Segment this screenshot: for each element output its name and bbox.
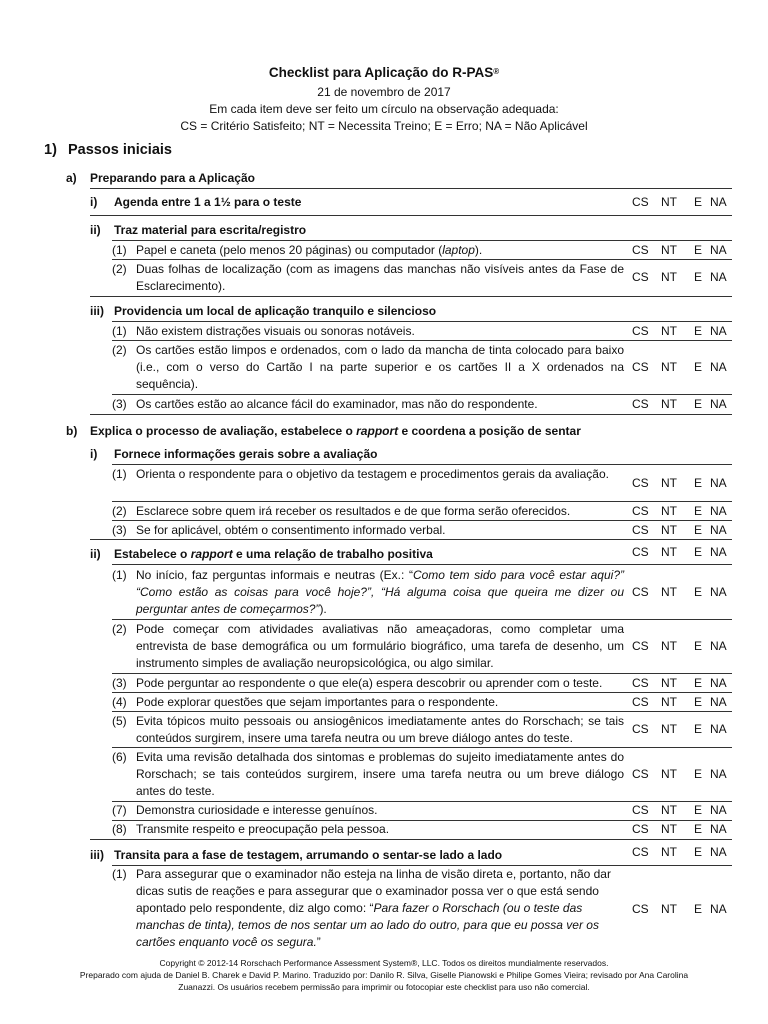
rating-e[interactable]: E: [694, 324, 703, 338]
rating-na[interactable]: NA: [710, 822, 727, 836]
document-date: 21 de novembro de 2017: [317, 85, 451, 99]
rating-cs[interactable]: CS: [632, 243, 649, 257]
divider: [90, 296, 732, 297]
rating-nt[interactable]: NT: [661, 639, 677, 653]
rating-options: [632, 821, 732, 838]
rating-e[interactable]: E: [694, 476, 703, 490]
rating-options: [632, 675, 732, 692]
rating-e[interactable]: E: [694, 722, 703, 736]
checklist-item: (2) Duas folhas de localização (com as imagens das manchas não visíveis antes da Fase de Esclarecimento). CS NT E NA: [90, 261, 732, 295]
checklist-item: (3) Pode perguntar ao respondente o que ele(a) espera descobrir ou aprender com o teste. CS NT E NA: [90, 675, 732, 692]
checklist-item: (2) Esclarece sobre quem irá receber os resultados e de que forma serão oferecidos. CS NT E NA: [90, 503, 732, 520]
rating-e[interactable]: E: [694, 195, 703, 209]
checklist-item: (2) Pode começar com atividades avaliativas não ameaçadoras, como completar uma entrevista de base demográfica ou um formulário biográfico, uma tarefa de desenho, um instrumento simples de avaliação neuropsicológica, ou algo similar. CS NT E NA: [90, 621, 732, 672]
section-heading: 1) Passos iniciais: [44, 142, 172, 158]
divider: [112, 673, 732, 674]
rating-nt[interactable]: NT: [661, 902, 677, 916]
rating-na[interactable]: NA: [710, 324, 727, 338]
rating-options: [632, 749, 732, 800]
footer-credits: Preparado com ajuda de Daniel B. Charek e David P. Marino. Traduzido por: Danilo R. Silva, Giselle Pianowski e Philipe Gomes Vieira; revisado por Ana Carolina: [79, 970, 689, 980]
rating-nt[interactable]: NT: [661, 803, 677, 817]
rating-cs[interactable]: CS: [632, 767, 649, 781]
subsection-a-heading: a) Preparando para a Aplicação: [66, 171, 255, 185]
checklist-group-heading: iii) Transita para a fase de testagem, arrumando o sentar-se lado a lado CS NT E NA: [90, 847, 732, 865]
rating-na[interactable]: NA: [710, 243, 727, 257]
document-title: Checklist para Aplicação do R-PAS®: [268, 65, 500, 80]
rating-na[interactable]: NA: [710, 397, 727, 411]
footer-copyright: Copyright © 2012-14 Rorschach Performance Assessment System®, LLC. Todos os direitos mundialmente reservados.: [159, 958, 609, 968]
divider: [112, 711, 732, 712]
rating-cs[interactable]: CS: [632, 695, 649, 709]
checklist-item: (1) Orienta o respondente para o objetivo da testagem e procedimentos gerais da avaliação. CS NT E NA: [90, 466, 732, 500]
rating-options: [632, 621, 732, 672]
rating-na[interactable]: NA: [710, 360, 727, 374]
checklist-item: (7) Demonstra curiosidade e interesse genuínos. CS NT E NA: [90, 802, 732, 819]
checklist-item: (2) Os cartões estão limpos e ordenados, com o lado da mancha de tinta colocado para baixo (i.e., com o verso do Cartão I na parte superior e os cartões II a X ordenados na sequência). CS NT E NA: [90, 342, 732, 393]
rating-na[interactable]: NA: [710, 476, 727, 490]
legend-text: CS = Critério Satisfeito; NT = Necessita Treino; E = Erro; NA = Não Aplicável: [180, 119, 588, 133]
rating-options: [632, 546, 732, 564]
divider: [112, 340, 732, 341]
rating-options: [632, 866, 732, 952]
rating-na[interactable]: NA: [710, 639, 727, 653]
rating-cs[interactable]: CS: [632, 676, 649, 690]
rating-nt[interactable]: NT: [661, 845, 677, 859]
rating-cs[interactable]: CS: [632, 585, 649, 599]
rating-options: [632, 522, 732, 539]
rating-nt[interactable]: NT: [661, 722, 677, 736]
rating-cs[interactable]: CS: [632, 845, 649, 859]
rating-e[interactable]: E: [694, 822, 703, 836]
rating-e[interactable]: E: [694, 803, 703, 817]
divider: [112, 747, 732, 748]
rating-options: [632, 194, 732, 212]
checklist-item: (5) Evita tópicos muito pessoais ou ansiogênicos imediatamente antes do Rorschach; se tais conteúdos surgirem, insere uma tarefa neutra ou um breve diálogo antes do teste. CS NT E NA: [90, 713, 732, 747]
rating-cs[interactable]: CS: [632, 476, 649, 490]
rating-na[interactable]: NA: [710, 504, 727, 518]
rating-options: [632, 847, 732, 865]
rating-options: [632, 567, 732, 618]
divider: [112, 394, 732, 395]
rating-cs[interactable]: CS: [632, 639, 649, 653]
rating-options: [632, 713, 732, 747]
rating-na[interactable]: NA: [710, 902, 727, 916]
divider: [112, 240, 732, 241]
subsection-b-heading: b) Explica o processo de avaliação, estabelece o rapport e coordena a posição de sentar: [66, 424, 581, 438]
checklist-item: (4) Pode explorar questões que sejam importantes para o respondente. CS NT E NA: [90, 694, 732, 711]
rating-cs[interactable]: CS: [632, 504, 649, 518]
rating-nt[interactable]: NT: [661, 695, 677, 709]
checklist-group-heading: iii) Providencia um local de aplicação tranquilo e silencioso: [90, 304, 437, 318]
rating-cs[interactable]: CS: [632, 270, 649, 284]
divider: [90, 839, 732, 840]
rating-e[interactable]: E: [694, 270, 703, 284]
rating-nt[interactable]: NT: [661, 195, 677, 209]
divider: [112, 464, 732, 465]
divider: [112, 619, 732, 620]
rating-cs[interactable]: CS: [632, 324, 649, 338]
rating-cs[interactable]: CS: [632, 902, 649, 916]
rating-e[interactable]: E: [694, 585, 703, 599]
rating-options: [632, 261, 732, 295]
checklist-item: (3) Se for aplicável, obtém o consentimento informado verbal. CS NT E NA: [90, 522, 732, 539]
instruction-text: Em cada item deve ser feito um círculo na observação adequada:: [209, 102, 559, 116]
checklist-item: (3) Os cartões estão ao alcance fácil do examinador, mas não do respondente. CS NT E NA: [90, 396, 732, 413]
rating-options: [632, 694, 732, 711]
rating-nt[interactable]: NT: [661, 676, 677, 690]
rating-na[interactable]: NA: [710, 545, 727, 559]
rating-na[interactable]: NA: [710, 845, 727, 859]
rating-nt[interactable]: NT: [661, 360, 677, 374]
rating-na[interactable]: NA: [710, 523, 727, 537]
rating-na[interactable]: NA: [710, 767, 727, 781]
checklist-item: (1) Não existem distrações visuais ou sonoras notáveis. CS NT E NA: [90, 323, 732, 340]
rating-cs[interactable]: CS: [632, 360, 649, 374]
divider: [112, 501, 732, 502]
rating-options: [632, 396, 732, 413]
rating-na[interactable]: NA: [710, 270, 727, 284]
rating-options: [632, 802, 732, 819]
rating-e[interactable]: E: [694, 523, 703, 537]
rating-e[interactable]: E: [694, 845, 703, 859]
rating-na[interactable]: NA: [710, 676, 727, 690]
rating-nt[interactable]: NT: [661, 767, 677, 781]
rating-e[interactable]: E: [694, 767, 703, 781]
divider: [112, 259, 732, 260]
checklist-item: (8) Transmite respeito e preocupação pela pessoa. CS NT E NA: [90, 821, 732, 838]
rating-options: [632, 503, 732, 520]
rating-e[interactable]: E: [694, 360, 703, 374]
rating-cs[interactable]: CS: [632, 722, 649, 736]
divider: [112, 520, 732, 521]
rating-nt[interactable]: NT: [661, 324, 677, 338]
rating-e[interactable]: E: [694, 243, 703, 257]
rating-cs[interactable]: CS: [632, 195, 649, 209]
rating-na[interactable]: NA: [710, 695, 727, 709]
rating-cs[interactable]: CS: [632, 545, 649, 559]
divider: [112, 564, 732, 565]
rating-cs[interactable]: CS: [632, 822, 649, 836]
rating-e[interactable]: E: [694, 545, 703, 559]
divider: [90, 215, 732, 216]
rating-nt[interactable]: NT: [661, 243, 677, 257]
rating-cs[interactable]: CS: [632, 523, 649, 537]
rating-e[interactable]: E: [694, 639, 703, 653]
rating-e[interactable]: E: [694, 902, 703, 916]
rating-nt[interactable]: NT: [661, 523, 677, 537]
rating-nt[interactable]: NT: [661, 822, 677, 836]
rating-na[interactable]: NA: [710, 195, 727, 209]
checklist-group-heading: i) Fornece informações gerais sobre a avaliação: [90, 447, 378, 461]
rating-e[interactable]: E: [694, 695, 703, 709]
divider: [112, 692, 732, 693]
rating-cs[interactable]: CS: [632, 803, 649, 817]
rating-nt[interactable]: NT: [661, 545, 677, 559]
rating-options: [632, 466, 732, 500]
checklist-group-heading: ii) Traz material para escrita/registro: [90, 223, 307, 237]
rating-nt[interactable]: NT: [661, 504, 677, 518]
rating-na[interactable]: NA: [710, 722, 727, 736]
rating-nt[interactable]: NT: [661, 397, 677, 411]
rating-na[interactable]: NA: [710, 803, 727, 817]
registered-mark: ®: [493, 67, 500, 76]
checklist-item: (1) No início, faz perguntas informais e neutras (Ex.: “Como tem sido para você estar aqui?” “Como estão as coisas para você hoje?”, “Há alguma coisa que queira me dizer ou perguntar antes de começarmos?”). CS NT E NA: [90, 567, 732, 618]
checklist-item: (6) Evita uma revisão detalhada dos sintomas e problemas do sujeito imediatamente antes do Rorschach; se tais conteúdos surgirem, insere uma tarefa neutra ou um breve diálogo antes do teste. CS NT E NA: [90, 749, 732, 800]
divider: [112, 321, 732, 322]
footer-permission: Zuanazzi. Os usuários recebem permissão para imprimir ou fotocopiar este checklist para uso não comercial.: [178, 982, 590, 992]
rating-options: [632, 342, 732, 393]
rating-nt[interactable]: NT: [661, 585, 677, 599]
rating-na[interactable]: NA: [710, 585, 727, 599]
rating-e[interactable]: E: [694, 676, 703, 690]
rating-nt[interactable]: NT: [661, 270, 677, 284]
rating-cs[interactable]: CS: [632, 397, 649, 411]
divider: [90, 188, 732, 189]
checklist-row: i) Agenda entre 1 a 1½ para o teste CS NT E NA: [90, 194, 732, 212]
divider: [90, 539, 732, 540]
rating-options: [632, 242, 732, 259]
checklist-item: (1) Papel e caneta (pelo menos 20 páginas) ou computador (laptop). CS NT E NA: [90, 242, 732, 259]
rating-e[interactable]: E: [694, 397, 703, 411]
rating-nt[interactable]: NT: [661, 476, 677, 490]
checklist-item: (1) Para assegurar que o examinador não esteja na linha de visão direta e, portanto, não dar dicas sutis de reações e para assegurar que o examinador possa ver o que está sendo apontado pelo respondente, diz algo como: “Para fazer o Rorschach (ou o teste das manchas de tinta), temos de nos sentar um ao lado do outro, para que eu possa ver os cartões enquanto você os segura.” CS NT E NA: [90, 866, 732, 952]
divider: [90, 414, 732, 415]
rating-options: [632, 323, 732, 340]
rating-e[interactable]: E: [694, 504, 703, 518]
checklist-group-heading: ii) Estabelece o rapport e uma relação de trabalho positiva CS NT E NA: [90, 546, 732, 564]
